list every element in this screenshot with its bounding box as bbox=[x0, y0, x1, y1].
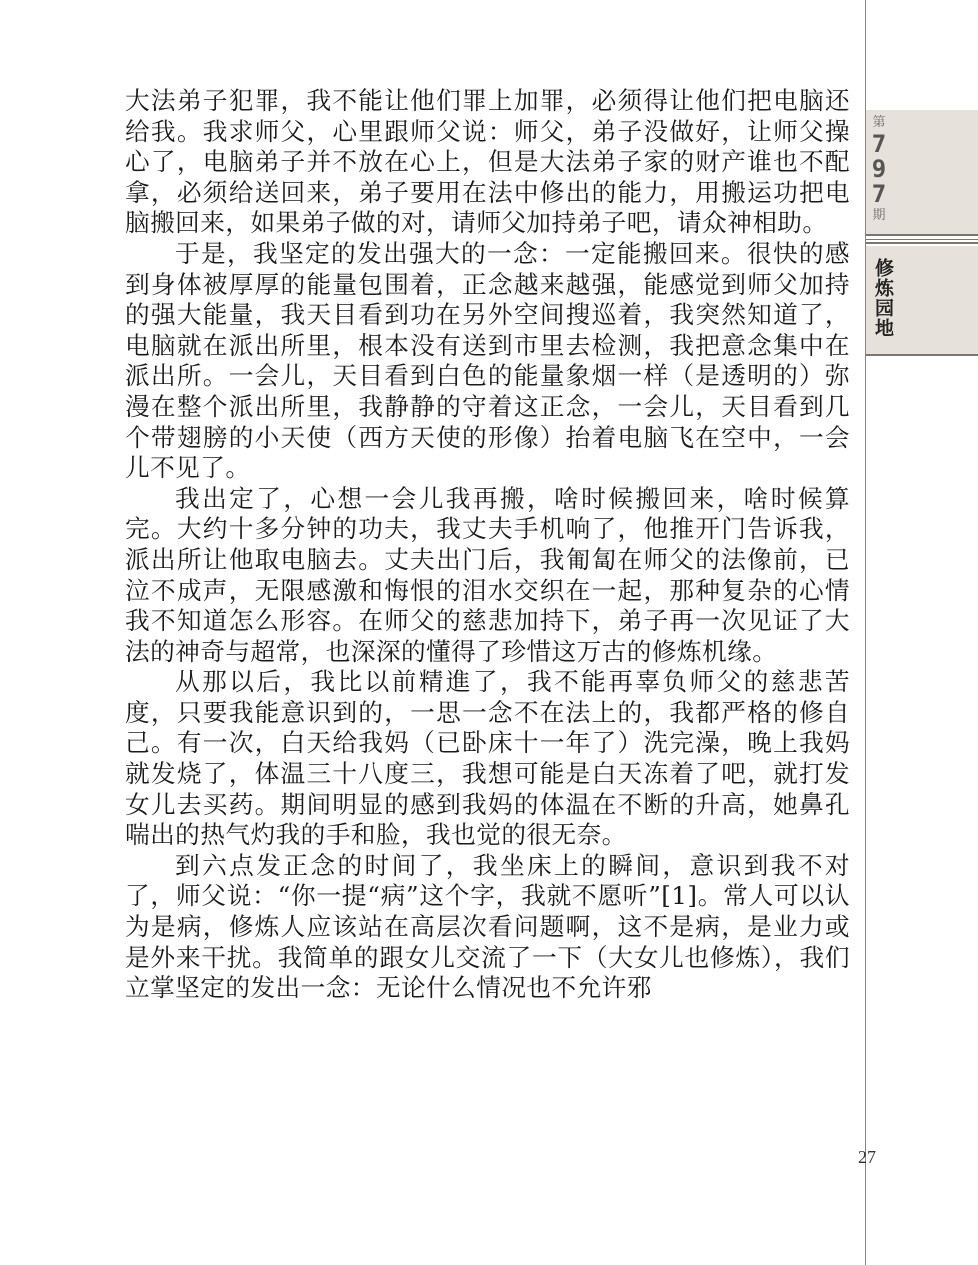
tab-divider bbox=[866, 239, 978, 240]
tab-divider bbox=[866, 242, 978, 244]
paragraph: 从那以后，我比以前精進了，我不能再辜负师父的慈悲苦度，只要我能意识到的，一思一念不在法上的，我都严格的修自己。有一次，白天给我妈（已卧床十一年了）洗完澡，晚上我妈就发烧了，体温三十八度三，我想可能是白天冻着了吧，就打发女儿去买药。期间明显的感到我妈的体温在不断的升高，她鼻孔喘出的热气灼我的手和脸，我也觉的很无奈。 bbox=[125, 667, 850, 850]
issue-suffix: 期 bbox=[872, 208, 886, 223]
paragraph: 我出定了，心想一会儿我再搬，啥时候搬回来，啥时候算完。大约十多分钟的功夫，我丈夫手机响了，他推开门告诉我，派出所让他取电脑去。丈夫出门后，我匍匐在师父的法像前，已泣不成声，无限感激和悔恨的泪水交织在一起，那种复杂的心情我不知道怎么形容。在师父的慈悲加持下，弟子再一次见证了大法的神奇与超常，也深深的懂得了珍惜这万古的修炼机缘。 bbox=[125, 483, 850, 666]
paragraph: 到六点发正念的时间了，我坐床上的瞬间，意识到我不对了，师父说：“你一提“病”这个字，我就不愿听”[1]。常人可以认为是病，修炼人应该站在高层次看问题啊，这不是病，是业力或是外来干扰。我简单的跟女儿交流了一下（大女儿也修炼），我们立掌坚定的发出一念：无论什么情况也不允许邪 bbox=[125, 850, 850, 1003]
section-title: 修炼园地 bbox=[872, 258, 894, 338]
issue-number bbox=[866, 114, 892, 225]
paragraph: 大法弟子犯罪，我不能让他们罪上加罪，必须得让他们把电脑还给我。我求师父，心里跟师父说：师父，弟子没做好，让师父操心了，电脑弟子并不放在心上，但是大法弟子家的财产谁也不配拿，必须给送回来，弟子要用在法中修出的能力，用搬运功把电脑搬回来，如果弟子做的对，请师父加持弟子吧，请众神相助。 bbox=[125, 86, 850, 238]
issue-digit: 7 bbox=[871, 180, 887, 208]
tab-divider bbox=[866, 234, 978, 236]
tab-divider bbox=[866, 354, 978, 356]
issue-digit: 7 bbox=[871, 130, 887, 158]
paragraph: 于是，我坚定的发出强大的一念：一定能搬回来。很快的感到身体被厚厚的能量包围着，正念越来越强，能感觉到师父加持的强大能量，我天目看到功在另外空间搜巡着，我突然知道了，电脑就在派出所里，根本没有送到市里去检测，我把意念集中在派出所。一会儿，天目看到白色的能量象烟一样（是透明的）弥漫在整个派出所里，我静静的守着这正念，一会儿，天目看到几个带翅膀的小天使（西方天使的形像）抬着电脑飞在空中，一会儿不见了。 bbox=[125, 238, 850, 483]
page-number: 27 bbox=[858, 1147, 876, 1167]
issue-prefix: 第 bbox=[872, 115, 886, 130]
article-body bbox=[125, 86, 850, 1004]
issue-digit: 9 bbox=[871, 155, 887, 183]
